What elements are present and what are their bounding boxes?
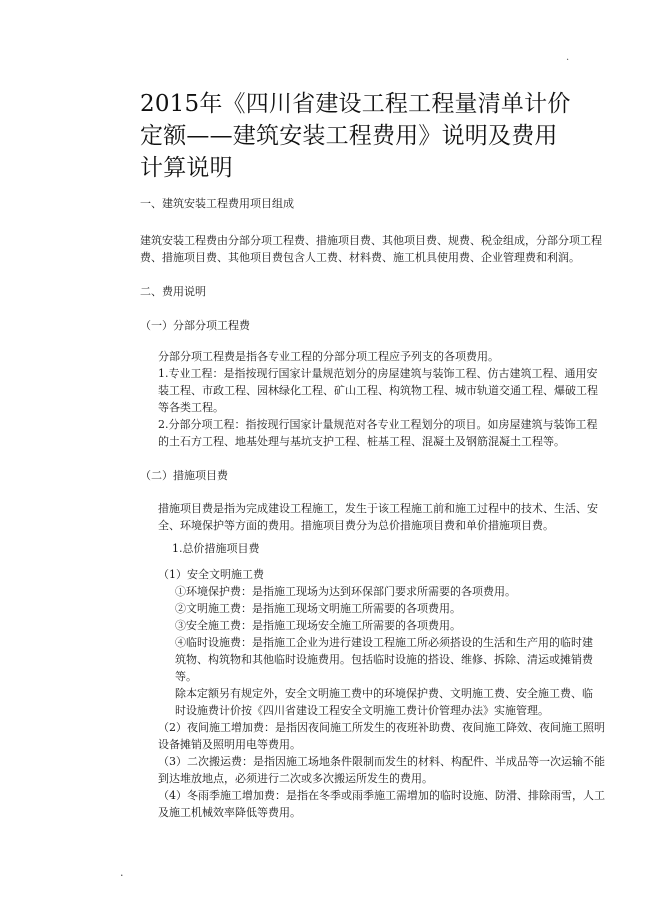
- paragraph-line: 的土石方工程、地基处理与基坑支护工程、桩基工程、混凝土及钢筋混凝土工程等。: [158, 435, 565, 448]
- subsection-heading: （二）措施项目费: [140, 469, 228, 482]
- paragraph-line: 及施工机械效率降低等费用。: [158, 806, 301, 819]
- paragraph-line: 等各类工程。: [158, 401, 224, 414]
- paragraph-line: 除本定额另有规定外，安全文明施工费中的环境保护费、文明施工费、安全施工费、临: [175, 687, 593, 700]
- page-mark-bottom: .: [120, 866, 124, 879]
- paragraph-line: ①环境保护费：是指施工现场为达到环保部门要求所需要的各项费用。: [175, 585, 516, 598]
- paragraph-line: 设备摊销及照明用电等费用。: [158, 738, 301, 751]
- paragraph-line: 2.分部分项工程：指按现行国家计量规范对各专业工程划分的项目。如房屋建筑与装饰工程: [158, 418, 598, 431]
- paragraph-line: 时设施费计价按《四川省建设工程安全文明施工费计价管理办法》实施管理。: [175, 704, 549, 717]
- paragraph-line: 1.专业工程：是指按现行国家计量规范划分的房屋建筑与装饰工程、仿古建筑工程、通用安: [158, 367, 598, 380]
- paragraph-line: 全、环境保护等方面的费用。措施项目费分为总价措施项目费和单价措施项目费。: [158, 519, 554, 532]
- document-title: 2015年《四川省建设工程工程量清单计价定额——建筑安装工程费用》说明及费用计算说明: [140, 91, 571, 181]
- paragraph-line: 装工程、市政工程、园林绿化工程、矿山工程、构筑物工程、城市轨道交通工程、爆破工程: [158, 384, 598, 397]
- paragraph-line: ②文明施工费：是指施工现场文明施工所需要的各项费用。: [175, 602, 461, 615]
- paragraph-line: （4）冬雨季施工增加费：是指在冬季或雨季施工需增加的临时设施、防滑、排除雨雪，人工: [158, 789, 605, 802]
- page-mark-top: .: [566, 52, 570, 63]
- section-1-paragraph-line: 费、措施项目费、其他项目费包含人工费、材料费、施工机具使用费、企业管理费和利润。: [140, 251, 580, 264]
- paragraph-line: （3）二次搬运费：是指因施工场地条件限制而发生的材料、构配件、半成品等一次运输不能: [158, 755, 605, 768]
- item-heading: 1.总价措施项目费: [172, 542, 260, 555]
- section-1-heading: 一、建筑安装工程费用项目组成: [140, 197, 294, 210]
- paragraph-line: 措施项目费是指为完成建设工程施工，发生于该工程施工前和施工过程中的技术、生活、安: [158, 502, 598, 515]
- subsection-heading: （一）分部分项工程费: [140, 319, 250, 332]
- paragraph-line: 到达堆放地点，必须进行二次或多次搬运所发生的费用。: [158, 772, 433, 785]
- paragraph-line: 分部分项工程费是指各专业工程的分部分项工程应予列支的各项费用。: [158, 350, 499, 363]
- paragraph-line: 等。: [175, 670, 197, 683]
- section-1-paragraph-line: 建筑安装工程费由分部分项工程费、措施项目费、其他项目费、规费、税金组成，分部分项工程: [140, 234, 602, 247]
- paragraph-line: ④临时设施费：是指施工企业为进行建设工程施工所必须搭设的生活和生产用的临时建: [175, 636, 593, 649]
- paragraph-line: ③安全施工费：是指施工现场安全施工所需要的各项费用。: [175, 619, 461, 632]
- item-heading: （1）安全文明施工费: [158, 568, 264, 581]
- section-2-heading: 二、费用说明: [140, 285, 206, 298]
- paragraph-line: 筑物、构筑物和其他临时设施费用。包括临时设施的搭设、维修、拆除、清运或摊销费: [175, 653, 593, 666]
- paragraph-line: （2）夜间施工增加费：是指因夜间施工所发生的夜班补助费、夜间施工降效、夜间施工照明: [158, 721, 605, 734]
